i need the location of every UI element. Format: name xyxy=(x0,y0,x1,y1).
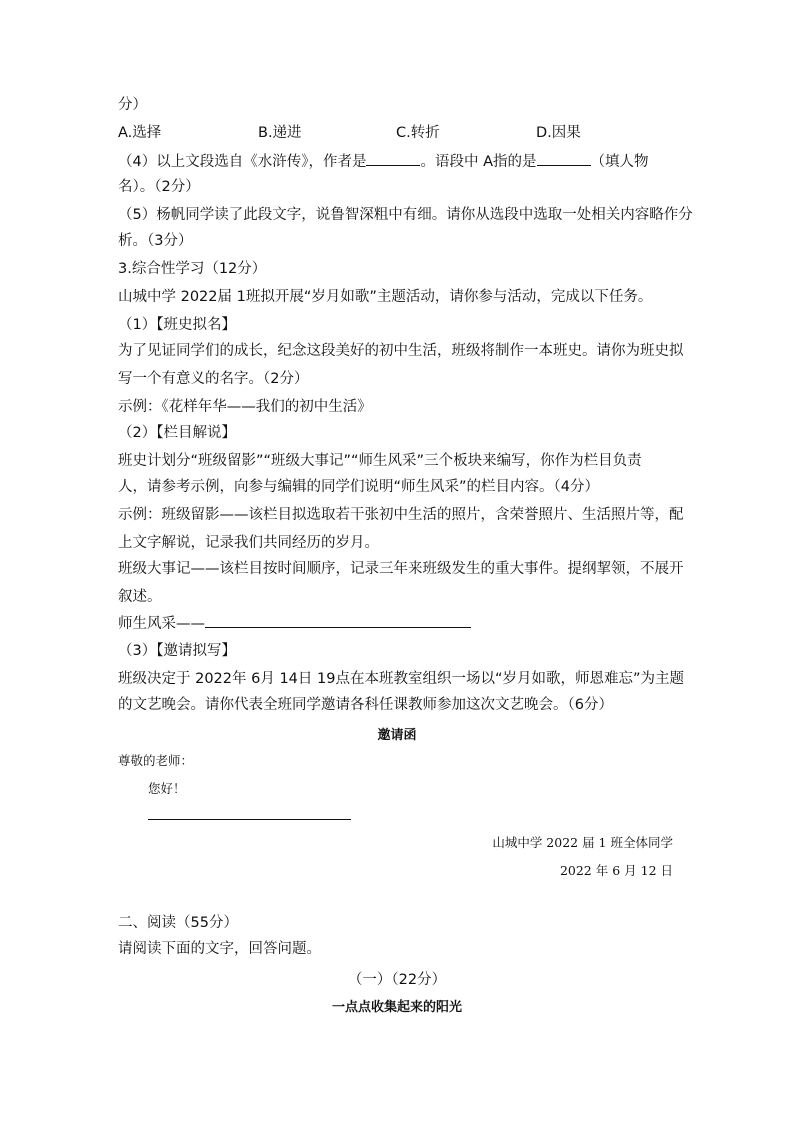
q4-text-2: 。语段中 A指的是 xyxy=(420,154,537,170)
task-2-line-1: 班史计划分“班级留影”“班级大事记”“师生风采”三个板块来编写，你作为栏目负责 xyxy=(118,453,642,469)
letter-salutation: 尊敬的老师： xyxy=(118,753,194,768)
task-2-example-2: 上文字解说，记录我们共同经历的岁月。 xyxy=(118,535,379,551)
q5-line-2: 析。（3分） xyxy=(118,233,193,249)
teacher-student-blank[interactable] xyxy=(205,614,471,628)
option-b: B.递进 xyxy=(258,125,302,141)
task-2-heading: （2）【栏目解说】 xyxy=(118,425,236,441)
q4-text-3: （填人物 xyxy=(590,154,649,170)
letter-date: 2022 年 6 月 12 日 xyxy=(559,863,673,878)
task-3-line-1: 班级决定于 2022年 6月 14日 19点在本班教室组织一场以“岁月如歌，师恩难忘”为主题 xyxy=(118,671,684,687)
option-c: C.转折 xyxy=(396,125,440,141)
task-3-line-2: 的文艺晚会。请你代表全班同学邀请各科任课教师参加这次文艺晚会。（6分） xyxy=(118,697,613,713)
q4-text-1: （4）以上文段选自《水浒传》，作者是 xyxy=(118,154,367,170)
letter-greeting: 您好！ xyxy=(148,781,186,796)
line-fen: 分） xyxy=(118,97,147,113)
section-3-intro: 山城中学 2022届 1班拟开展“岁月如歌”主题活动，请你参与活动，完成以下任务。 xyxy=(118,289,653,305)
reading-part-heading: （一）（22分） xyxy=(347,972,447,988)
task-2-example-4: 叙述。 xyxy=(118,589,162,605)
task-2-answer-line xyxy=(118,614,471,633)
letter-signature: 山城中学 2022 届 1 班全体同学 xyxy=(492,835,673,850)
author-blank[interactable] xyxy=(366,152,420,166)
letter-body-blank[interactable] xyxy=(148,819,351,820)
option-a: A.选择 xyxy=(118,125,162,141)
task-1-example: 示例：《花样年华——我们的初中生活》 xyxy=(118,399,372,415)
task-1-line-1: 为了见证同学们的成长，纪念这段美好的初中生活，班级将制作一本班史。请你为班史拟 xyxy=(118,343,684,359)
reading-instruction: 请阅读下面的文字，回答问题。 xyxy=(118,941,321,957)
task-2-example-1: 示例：班级留影——该栏目拟选取若干张初中生活的照片，含荣誉照片、生活照片等，配 xyxy=(118,507,684,523)
q5-line-1: （5）杨帆同学读了此段文字，说鲁智深粗中有细。请你从选段中选取一处相关内容略作分 xyxy=(118,207,693,223)
task-3-heading: （3）【邀请拟写】 xyxy=(118,643,236,659)
task-2-example-3: 班级大事记——该栏目按时间顺序，记录三年来班级发生的重大事件。提纲挈领，不展开 xyxy=(118,561,684,577)
teacher-student-label: 师生风采—— xyxy=(118,616,205,632)
question-4-line xyxy=(118,152,649,171)
task-1-heading: （1）【班史拟名】 xyxy=(118,317,236,333)
letter-title: 邀请函 xyxy=(377,728,417,743)
q4-line-2: 名）。（2分） xyxy=(118,179,200,195)
task-2-line-2: 人，请参考示例，向参与编辑的同学们说明“师生风采”的栏目内容。（4分） xyxy=(118,479,599,495)
reading-passage-title: 一点点收集起来的阳光 xyxy=(331,1000,462,1015)
option-d: D.因果 xyxy=(536,125,581,141)
reading-heading: 二、阅读（55分） xyxy=(118,915,238,931)
task-1-line-2: 写一个有意义的名字。（2分） xyxy=(118,371,309,387)
section-3-heading: 3.综合性学习（12分） xyxy=(118,261,267,277)
person-blank[interactable] xyxy=(537,152,591,166)
